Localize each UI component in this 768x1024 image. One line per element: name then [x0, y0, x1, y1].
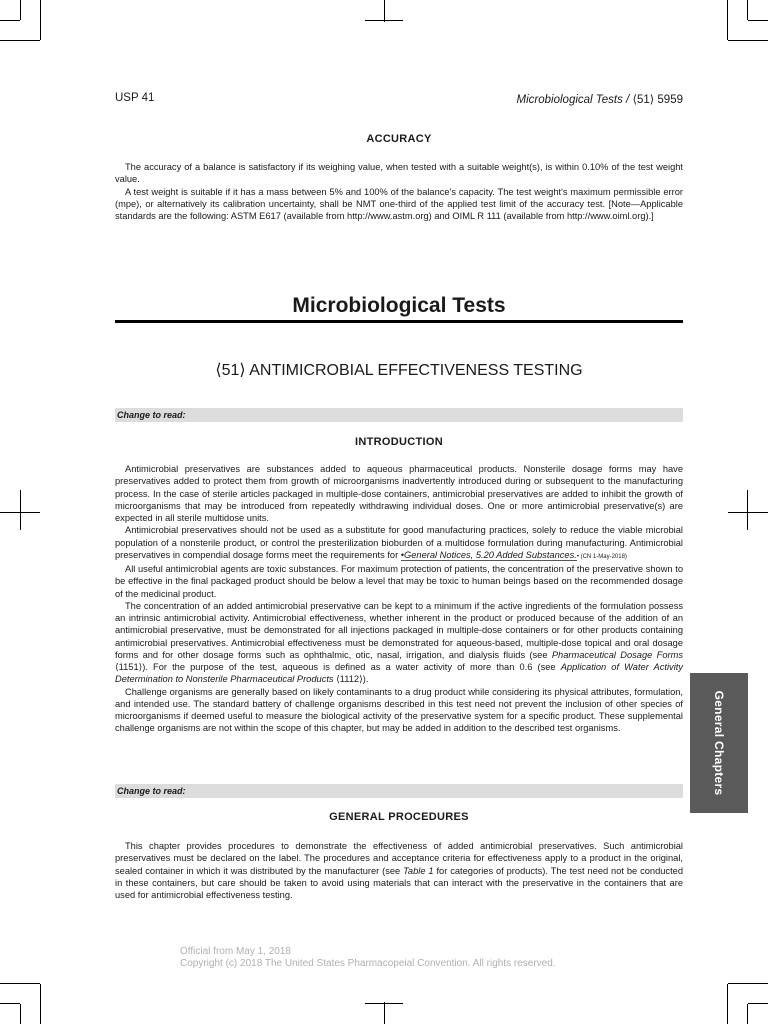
general-paragraph-1 [115, 840, 683, 901]
title-rule [115, 320, 683, 323]
intro-p4-text-b: ⟨1151⟩). For the purpose of the test, aqueous is defined as a water activity of more than 0.6 (see [115, 662, 561, 672]
footer-official-date: Official from May 1, 2018 [180, 946, 291, 957]
intro-p4-text-c: ⟨1112⟩). [333, 674, 369, 685]
general-p1-text-a: This chapter provides procedures to demonstrate the effectiveness of added antimicrobial preservatives. Such antimicrobial preservatives must be declared on the label. The procedures and acceptance criteria for effectiveness apply to a product in the original, sealed container in which it was distributed by the manufacturer (see [115, 841, 683, 876]
running-header-right [517, 92, 683, 106]
page-title: Microbiological Tests [292, 294, 506, 317]
dosage-forms-link[interactable]: Pharmaceutical Dosage Forms [551, 649, 683, 660]
water-activity-link[interactable]: Application of Water Activity Determination to Nonsterile Pharmaceutical Products [115, 662, 683, 685]
running-header-left: USP 41 [115, 92, 155, 104]
accuracy-paragraph-2: A test weight is suitable if it has a mass between 5% and 100% of the balance's capacity. The test weight's maximum permissible error (mpe), or alternatively its calibration uncertainty, shall be NMT one-third of the applied test limit of the accuracy test. [Note—Applicable standards are the following: ASTM E617 (available from http://www.astm.org) and OIML R 111 (available from http://www.oiml.org).] [115, 186, 683, 221]
header-page-number: ⟨51⟩ 5959 [632, 94, 683, 106]
accuracy-heading: ACCURACY [366, 133, 432, 145]
footer-copyright: Copyright (c) 2018 The United States Pharmacopeial Convention. All rights reserved. [180, 958, 556, 969]
intro-p4-text-a: The concentration of an added antimicrobial preservative can be kept to a minimum if the active ingredients of the formulation possess an intrinsic antimicrobial activity. Antimicrobial effectiveness, whether inherent in the product or produced because of the addition of an antimicrobial preservative, must be demonstrated for all injections packaged in multiple-dose containers or for other products containing antimicrobial preservatives. Antimicrobial effectiveness must be demonstrated for aqueous-based, multiple-dose topical and oral dosage forms and for other dosage forms such as ophthalmic, otic, nasal, irrigation, and dialysis fluids (see [115, 600, 683, 660]
accuracy-paragraph-1: The accuracy of a balance is satisfactory if its weighing value, when tested with a suitable weight(s), is within 0.10% of the test weight value. [115, 162, 683, 185]
introduction-heading: INTRODUCTION [355, 436, 443, 448]
general-notices-link[interactable]: •General Notices, 5.20 Added Substances. [400, 549, 577, 560]
change-to-read-banner-2: Change to read: [115, 784, 683, 798]
general-chapters-tab[interactable] [690, 673, 748, 813]
chapter-title: ⟨51⟩ ANTIMICROBIAL EFFECTIVENESS TESTING [215, 362, 583, 379]
general-procedures-heading: GENERAL PROCEDURES [329, 811, 469, 823]
intro-paragraph-1: Antimicrobial preservatives are substances added to aqueous pharmaceutical products. Nonsterile dosage forms may have preservatives added to protect them from growth of microorganisms inadvertently introduced during or subsequent to the manufacturing process. In the case of sterile articles packaged in multiple-dose containers, antimicrobial preservatives are added to inhibit the growth of microorganisms that may be introduced from repeatedly withdrawing individual doses. One or more antimicrobial preservative(s) are expected in all sterile multidose units. [115, 464, 683, 523]
side-tab-label: General Chapters [712, 690, 726, 796]
header-section-name: Microbiological Tests / [516, 94, 633, 106]
table-1-link[interactable]: Table 1 [403, 865, 434, 876]
change-to-read-banner: Change to read: [115, 408, 683, 422]
intro-p2-text: Antimicrobial preservatives should not be used as a substitute for good manufacturing practices, solely to reduce the viable microbial population of a nonsterile product, or control the presterilization bioburden of a multidose formulation during manufacturing. Antimicrobial preservatives in compendial dosage forms meet the requirements for [115, 525, 683, 560]
intro-paragraph-4 [115, 600, 683, 686]
intro-paragraph-5: Challenge organisms are generally based on likely contaminants to a drug product while considering its physical attributes, formulation, and intended use. The standard battery of challenge organisms described in this test need not prevent the inclusion of other species of microorganisms if deemed useful to measure the biological activity of the preservative system for a specific product. These supplemental challenge organisms are not within the scope of this chapter, but may be added in addition to the described test organisms. [115, 686, 683, 734]
general-p1-text-b: for categories of products). The test need not be conducted in these containers, but care should be taken to avoid using materials that can interact with the preservative in the containers that are used for antimicrobial effectiveness testing. [115, 865, 683, 900]
revision-mark: • (CN 1-May-2018) [576, 553, 627, 560]
introduction-text [115, 463, 683, 735]
intro-paragraph-2 [115, 524, 683, 563]
accuracy-text [115, 161, 683, 222]
general-procedures-text [115, 840, 683, 901]
intro-paragraph-3: All useful antimicrobial agents are toxic substances. For maximum protection of patients, the concentration of the preservative shown to be effective in the final packaged product should be below a level that may be toxic to human beings based on the recommended dosage of the medicinal product. [115, 564, 683, 599]
